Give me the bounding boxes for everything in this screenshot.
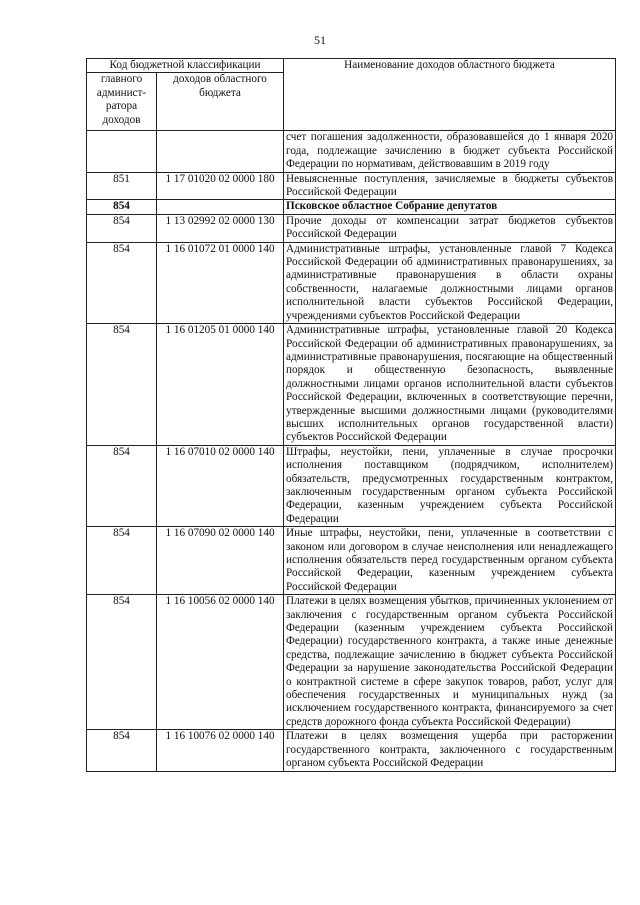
income-name-cell: Прочие доходы от компенсации затрат бюджетов субъектов Российской Федерации	[284, 214, 616, 242]
budget-code-cell: 1 16 01072 01 0000 140	[157, 242, 284, 323]
table-row	[87, 200, 616, 214]
income-name-cell: счет погашения задолженности, образовавшейся до 1 января 2020 года, подлежащие зачислению в бюджет субъекта Российской Федерации по нормативам, действовавшим в 2019 году	[284, 131, 616, 172]
admin-code-cell: 854	[87, 200, 157, 214]
admin-code-cell: 854	[87, 527, 157, 595]
income-name-cell: Псковское областное Собрание депутатов	[284, 200, 616, 214]
income-name-cell: Платежи в целях возмещения убытков, причиненных уклонением от заключения с государственным органом субъекта Российской Федерации (казенным учреждением субъекта Российской Федерации) государственного контракта, а также иные денежные средства, подлежащие зачислению в бюджет субъекта Российской Федерации за нарушение законодательства Российской Федерации о контрактной системе в сфере закупок товаров, работ, услуг для обеспечения государственных и муниципальных нужд (за исключением государственного контракта, финансируемого за счет средств дорожного фонда субъекта Российской Федерации)	[284, 595, 616, 730]
table-row	[87, 242, 616, 323]
admin-code-cell: 854	[87, 242, 157, 323]
admin-code-cell: 854	[87, 730, 157, 771]
budget-code-cell: 1 17 01020 02 0000 180	[157, 172, 284, 200]
income-name-cell: Административные штрафы, установленные главой 20 Кодекса Российской Федерации об административных правонарушениях, за административные правонарушения, посягающие на общественный порядок и общественную безопасность, выявленные должностными лицами органов исполнительной власти субъектов Российской Федерации, включенных в соответствующие перечни, утвержденные высшими должностными лицами (руководителями высших исполнительных органов государственной власти) субъектов Российской Федерации	[284, 324, 616, 446]
admin-code-cell	[87, 131, 157, 172]
table-row	[87, 214, 616, 242]
budget-code-cell	[157, 131, 284, 172]
budget-classification-table	[86, 58, 616, 772]
table-row	[87, 445, 616, 526]
admin-code-cell: 854	[87, 445, 157, 526]
header-group-title: Код бюджетной классификации	[87, 59, 284, 73]
budget-code-cell: 1 16 07090 02 0000 140	[157, 527, 284, 595]
income-name-cell: Иные штрафы, неустойки, пени, уплаченные в соответствии с законом или договором в случае неисполнения или ненадлежащего исполнения обязательств перед государственным органом субъекта Российской Федерации, казенным учреждением субъекта Российской Федерации	[284, 527, 616, 595]
admin-code-cell: 854	[87, 595, 157, 730]
table-row	[87, 172, 616, 200]
budget-code-cell: 1 13 02992 02 0000 130	[157, 214, 284, 242]
budget-code-cell	[157, 200, 284, 214]
income-name-cell: Платежи в целях возмещения ущерба при расторжении государственного контракта, заключенного с государственным органом субъекта Российской Федерации	[284, 730, 616, 771]
table-row	[87, 324, 616, 446]
income-name-cell: Штрафы, неустойки, пени, уплаченные в случае просрочки исполнения поставщиком (подрядчиком, исполнителем) обязательств, предусмотренных государственным контрактом, заключенным государственным органом субъекта Российской Федерации, казенным учреждением субъекта Российской Федерации	[284, 445, 616, 526]
table-row	[87, 595, 616, 730]
budget-code-cell: 1 16 07010 02 0000 140	[157, 445, 284, 526]
income-name-cell: Административные штрафы, установленные главой 7 Кодекса Российской Федерации об административных правонарушениях, за административные правонарушения в области охраны собственности, налагаемые должностными лицами органов исполнительной власти субъектов Российской Федерации, учреждениями субъектов Российской Федерации	[284, 242, 616, 323]
admin-code-cell: 854	[87, 324, 157, 446]
budget-code-cell: 1 16 10056 02 0000 140	[157, 595, 284, 730]
table-row	[87, 131, 616, 172]
table-body	[87, 131, 616, 771]
table-row	[87, 527, 616, 595]
admin-code-cell: 851	[87, 172, 157, 200]
budget-code-cell: 1 16 10076 02 0000 140	[157, 730, 284, 771]
admin-code-cell: 854	[87, 214, 157, 242]
page-number: 51	[314, 33, 326, 47]
income-name-cell: Невыясненные поступления, зачисляемые в бюджеты субъектов Российской Федерации	[284, 172, 616, 200]
budget-code-cell: 1 16 01205 01 0000 140	[157, 324, 284, 446]
header-name: Наименование доходов областного бюджета	[284, 59, 616, 131]
header-code: доходов областного бюджета	[157, 73, 284, 131]
header-admin: главного админист-ратора доходов	[87, 73, 157, 131]
table-row	[87, 730, 616, 771]
